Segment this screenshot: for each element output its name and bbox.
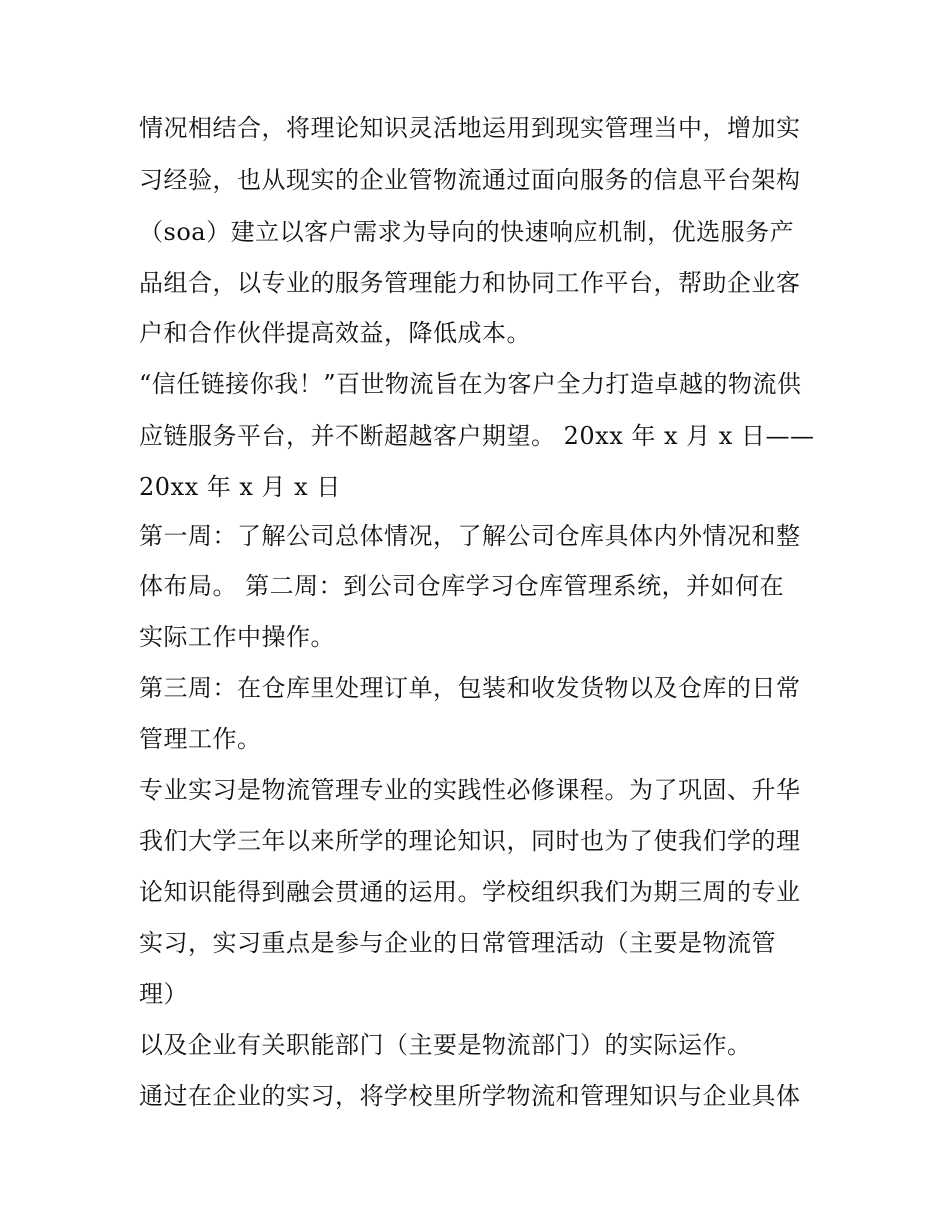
text-line: 理） — [139, 980, 188, 1008]
text-line: 管理工作。 — [139, 725, 262, 753]
text-line: （soa）建立以客户需求为导向的快速响应机制，优选服务产 — [139, 218, 795, 246]
text-line: 应链服务平台，并不断超越客户期望。 20xx 年 x 月 x 日—— — [139, 422, 815, 450]
text-line: 我们大学三年以来所学的理论知识，同时也为了使我们学的理 — [139, 827, 801, 855]
text-line: 实际工作中操作。 — [139, 623, 335, 651]
text-line: 习经验，也从现实的企业管物流通过面向服务的信息平台架构 — [139, 166, 801, 194]
text-line: 专业实习是物流管理专业的实践性必修课程。为了巩固、升华 — [139, 776, 801, 804]
text-line: 20xx 年 x 月 x 日 — [139, 473, 341, 501]
text-line: 体布局。 第二周：到公司仓库学习仓库管理系统，并如何在 — [139, 572, 785, 600]
text-line: 第一周：了解公司总体情况，了解公司仓库具体内外情况和整 — [139, 522, 801, 550]
text-line: 品组合，以专业的服务管理能力和协同工作平台，帮助企业客 — [139, 269, 801, 297]
text-line: 通过在企业的实习，将学校里所学物流和管理知识与企业具体 — [139, 1082, 801, 1110]
text-line: 第三周：在仓库里处理订单，包装和收发货物以及仓库的日常 — [139, 674, 801, 702]
text-line: 论知识能得到融会贯通的运用。学校组织我们为期三周的专业 — [139, 878, 801, 906]
text-line: 实习，实习重点是参与企业的日常管理活动（主要是物流管 — [139, 929, 776, 957]
text-line: 户和合作伙伴提高效益，降低成本。 — [139, 319, 531, 347]
text-line: “信任链接你我！”百世物流旨在为客户全力打造卓越的物流供 — [139, 370, 802, 398]
text-line: 以及企业有关职能部门（主要是物流部门）的实际运作。 — [139, 1031, 752, 1059]
text-line: 情况相结合，将理论知识灵活地运用到现实管理当中，增加实 — [139, 114, 801, 142]
